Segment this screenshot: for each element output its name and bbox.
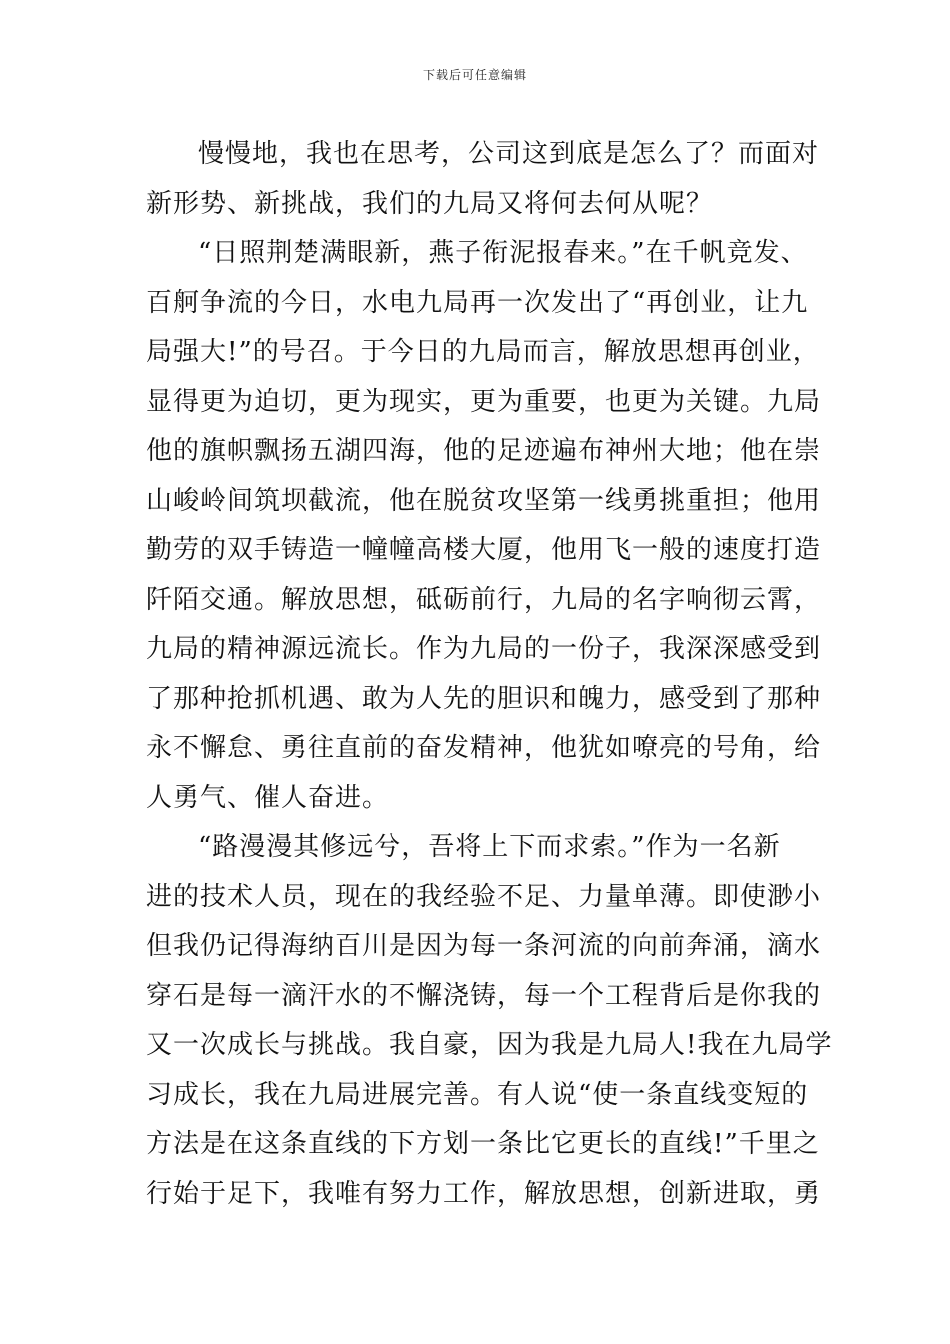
page-header: 下载后可任意编辑 — [422, 68, 527, 82]
text-line: “日照荆楚满眼新，燕子衔泥报春来。”在千帆竞发、 — [198, 238, 808, 268]
text-line: 永不懈怠、勇往直前的奋发精神，他犹如嘹亮的号角，给 — [146, 733, 822, 763]
text-line: 勤劳的双手铸造一幢幢高楼大厦，他用飞一般的速度打造 — [146, 535, 822, 565]
text-line: 局强大!”的号召。于今日的九局而言，解放思想再创业， — [146, 337, 820, 367]
text-line: 又一次成长与挑战。我自豪，因为我是九局人!我在九局学 — [146, 1030, 833, 1060]
text-line: 百舸争流的今日，水电九局再一次发出了“再创业，让九 — [146, 287, 809, 318]
text-line: 显得更为迫切，更为现实，更为重要，也更为关键。九局 — [146, 386, 822, 417]
text-line: 慢慢地，我也在思考，公司这到底是怎么了？而面对 — [198, 139, 820, 169]
text-line: 习成长，我在九局进展完善。有人说“使一条直线变短的 — [146, 1079, 809, 1110]
text-line: 了那种抢抓机遇、敢为人先的胆识和魄力，感受到了那种 — [146, 683, 822, 714]
text-line: 他的旗帜飘扬五湖四海，他的足迹遍布神州大地；他在崇 — [146, 436, 822, 466]
text-line: 进的技术人员，现在的我经验不足、力量单薄。即使渺小 — [146, 881, 822, 912]
text-line: 阡陌交通。解放思想，砥砺前行，九局的名字响彻云霄， — [146, 584, 822, 615]
text-line: 穿石是每一滴汗水的不懈浇铸，每一个工程背后是你我的 — [146, 980, 822, 1011]
text-line: 方法是在这条直线的下方划一条比它更长的直线!”千里之 — [146, 1129, 820, 1159]
text-line: 山峻岭间筑坝截流，他在脱贫攻坚第一线勇挑重担；他用 — [146, 485, 822, 516]
text-line: 但我仍记得海纳百川是因为每一条河流的向前奔涌，滴水 — [146, 931, 822, 961]
text-line: 行始于足下，我唯有努力工作，解放思想，创新进取，勇 — [146, 1178, 822, 1209]
body-text — [146, 130, 833, 1219]
text-line: 九局的精神源远流长。作为九局的一份子，我深深感受到 — [146, 634, 822, 664]
text-line: 新形势、新挑战，我们的九局又将何去何从呢？ — [146, 188, 714, 219]
text-line: 人勇气、催人奋进。 — [146, 782, 390, 813]
text-line: “路漫漫其修远兮，吾将上下而求索。”作为一名新 — [198, 832, 781, 862]
